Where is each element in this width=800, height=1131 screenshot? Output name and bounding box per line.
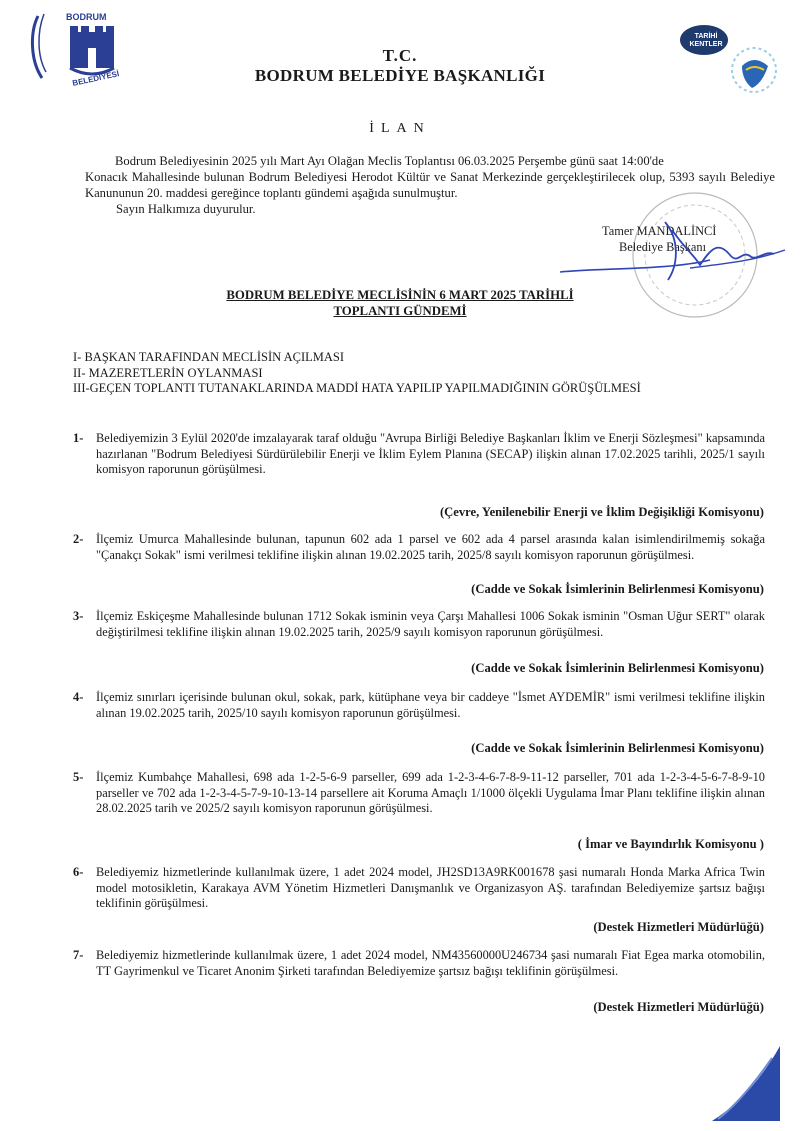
- opening-item: II- MAZERETLERİN OYLANMASI: [73, 365, 263, 380]
- agenda-item-committee: (Cadde ve Sokak İsimlerinin Belirlenmesi Komisyonu): [471, 582, 764, 596]
- announcement-note: Sayın Halkımıza duyurulur.: [116, 202, 256, 216]
- agenda-item-committee: ( İmar ve Bayındırlık Komisyonu ): [577, 837, 764, 851]
- intro-line1: Bodrum Belediyesinin 2025 yılı Mart Ayı Olağan Meclis Toplantısı 06.03.2025 Perşembe günü saat 14:00'de: [115, 154, 664, 168]
- signatory-name: Tamer MANDALİNCİ: [602, 224, 717, 238]
- agenda-item-committee: (Cadde ve Sokak İsimlerinin Belirlenmesi Komisyonu): [471, 661, 764, 675]
- agenda-item-number: 6-: [73, 865, 84, 879]
- agenda-title-line1: BODRUM BELEDİYE MECLİSİNİN 6 MART 2025 TARİHLİ: [226, 288, 574, 302]
- agenda-item-number: 2-: [73, 532, 84, 546]
- agenda-item: [73, 948, 765, 979]
- agenda-item-committee: (Cadde ve Sokak İsimlerinin Belirlenmesi Komisyonu): [471, 741, 764, 755]
- right-logo-text: TARİHİ KENTLER: [689, 33, 723, 48]
- logo-text-bottom: BELEDİYESİ: [71, 69, 120, 88]
- opening-item: I- BAŞKAN TARAFINDAN MECLİSİN AÇILMASI: [73, 350, 345, 364]
- agenda-item: [73, 770, 765, 817]
- agenda-title: [0, 287, 800, 319]
- agenda-item-number: 7-: [73, 948, 84, 962]
- handwritten-signature: [560, 210, 790, 290]
- agenda-item-text: İlçemiz sınırları içerisinde bulunan okul, sokak, park, kütüphane veya bir caddeye "İsmet AYDEMİR" ismi verilmesi teklifine ilişkin alınan 19.02.2025 tarih, 2025/10 sayılı komisyon raporunun görüşülmesi.: [96, 690, 765, 720]
- agenda-item: [73, 609, 765, 640]
- intro-line2: Konacık Mahallesinde bulunan Bodrum Belediyesi Herodot Kültür ve Sanat Merkezinde gerçekleştirilecek olup, 5393 sayılı Belediye Kanununun 20. maddesi gereğince toplantı gündemi aşağıda sunulmuştur.: [85, 170, 775, 200]
- agenda-item-text: Belediyemizin 3 Eylül 2020'de imzalayarak taraf olduğu "Avrupa Birliği Belediye Başkanları İklim ve Enerji Sözleşmesi" kapsamında hazırlanan "Bodrum Belediyesi Sürdürülebilir Enerji ve İklim Eylem Planına (SECAP) ilişkin alınan 17.02.2025 tarihli, 2025/1 sayılı komisyon raporunun görüşülmesi.: [96, 431, 765, 476]
- agenda-item: [73, 532, 765, 563]
- signatory-title: Belediye Başkanı: [619, 240, 707, 254]
- agenda-item: [73, 431, 765, 478]
- agenda-item-text: Belediyemiz hizmetlerinde kullanılmak üzere, 1 adet 2024 model, JH2SD13A9RK001678 şasi numaralı Honda Marka Africa Twin model motosikletin, Karakaya AVM Yönetim Hizmetleri Danışmanlık ve Organizasyon AŞ. tarafından Belediyemize şartsız bağışı teklifinin görüşülmesi.: [96, 865, 765, 910]
- agenda-item-text: İlçemiz Umurca Mahallesinde bulunan, tapunun 602 ada 1 parsel ve 602 ada 4 parsel arasında kalan isimlendirilmemiş sokağa "Çanakçı Sokak" ismi verilmesi teklifine ilişkin alınan 19.02.2025 tarih, 2025/8 sayılı komisyon raporunun görüşülmesi.: [96, 532, 765, 562]
- opening-items-list: [73, 350, 641, 397]
- agenda-item-committee: (Çevre, Yenilenebilir Enerji ve İklim Değişikliği Komisyonu): [439, 505, 764, 519]
- agenda-item-text: Belediyemiz hizmetlerinde kullanılmak üzere, 1 adet 2024 model, NM43560000U246734 şasi numaralı Fiat Egea marka otomobilin, TT Gayrimenkul ve Ticaret Anonim Şirketi tarafından Belediyemize şartsız bağışı teklifinin görüşülmesi.: [96, 948, 765, 978]
- announcement-heading: İLAN: [369, 121, 431, 136]
- logo-text-top: BODRUM: [66, 12, 107, 22]
- agenda-title-line2: TOPLANTI GÜNDEMİ: [333, 304, 467, 318]
- opening-item: III-GEÇEN TOPLANTI TUTANAKLARINDA MADDİ HATA YAPILIP YAPILMADIĞININ GÖRÜŞÜLMESİ: [73, 381, 641, 395]
- corner-decoration: [712, 1046, 780, 1121]
- agenda-item: [73, 865, 765, 912]
- agenda-item-committee: (Destek Hizmetleri Müdürlüğü): [593, 920, 764, 934]
- agenda-item-committee: (Destek Hizmetleri Müdürlüğü): [593, 1000, 764, 1014]
- header-institution: BODRUM BELEDİYE BAŞKANLIĞI: [254, 66, 546, 85]
- agenda-item-text: İlçemiz Kumbahçe Mahallesi, 698 ada 1-2-5-6-9 parseller, 699 ada 1-2-3-4-6-7-8-9-11-12 parseller, 701 ada 1-2-3-4-5-6-7-8-9-10 parseller ve 702 ada 1-2-3-4-5-7-9-10-13-14 parsellere ait Koruma Amaçlı 1/1000 ölçekli Uygulama İmar Planı teklifine ilişkin alınan 28.02.2025 tarih ve 2025/2 sayılı komisyon raporunun görüşülmesi.: [96, 770, 765, 815]
- agenda-item-number: 5-: [73, 770, 84, 784]
- agenda-item-text: İlçemiz Eskiçeşme Mahallesinde bulunan 1712 Sokak isminin veya Çarşı Mahallesi 1006 Sokak isminin "Osman Uğur SERT" olarak değiştirilmesi teklifine ilişkin alınan 19.02.2025 tarih, 2025/9 sayılı komisyon raporunun görüşülmesi.: [96, 609, 765, 639]
- agenda-item-number: 3-: [73, 609, 84, 623]
- agenda-item-number: 1-: [73, 431, 84, 445]
- agenda-item: [73, 690, 765, 721]
- agenda-item-number: 4-: [73, 690, 84, 704]
- header-tc: T.C.: [382, 46, 418, 65]
